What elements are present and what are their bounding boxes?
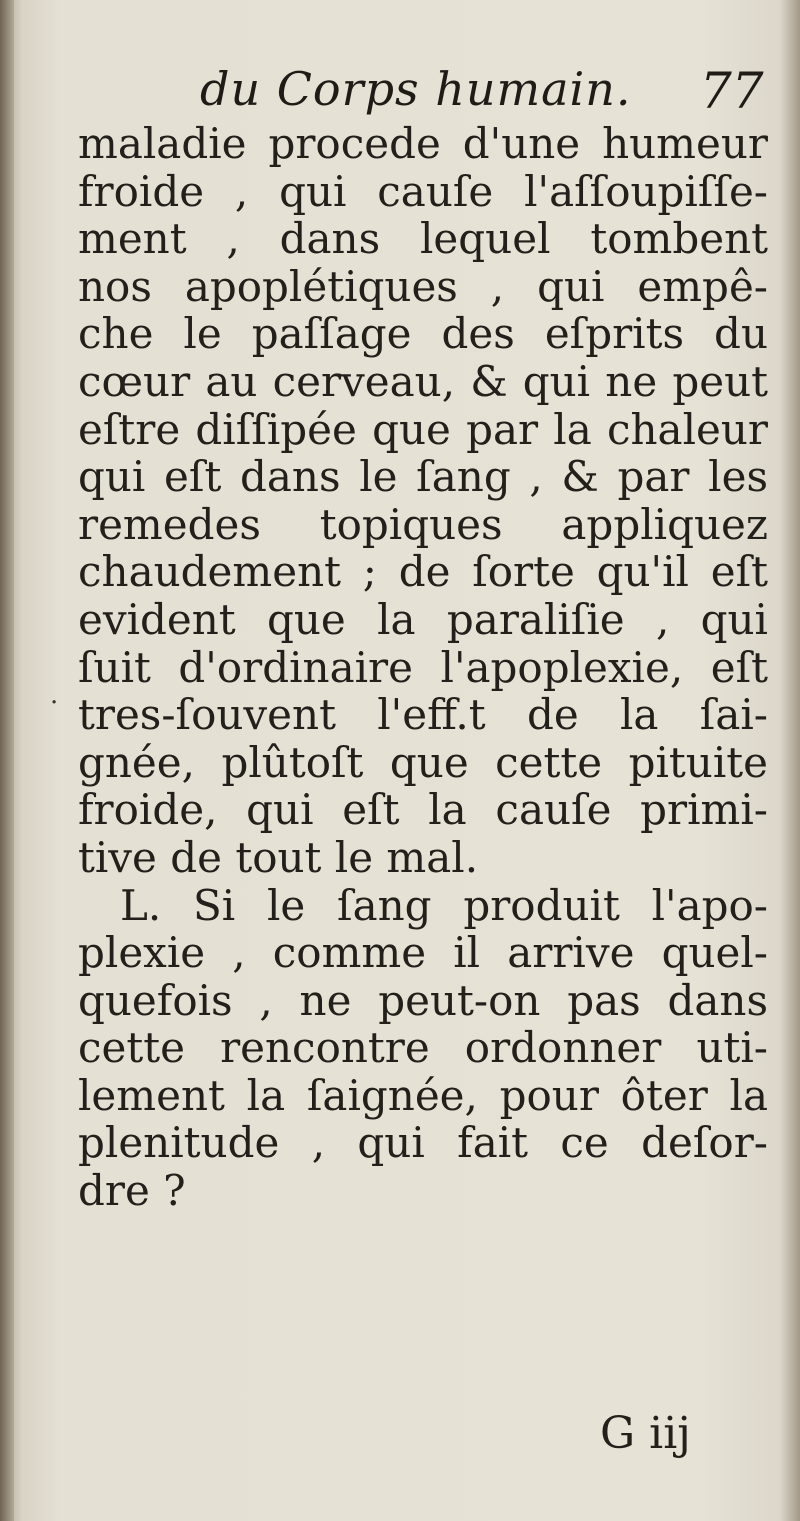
text-line: quefois , ne peut-on pas dans <box>78 975 768 1025</box>
text-line: dre ? <box>78 1166 186 1216</box>
text-line: tres-ſouvent l'eff.t de la ſai- <box>78 690 768 740</box>
text-line: evident que la paraliſie , qui <box>78 594 768 644</box>
text-line: gnée, plûtoſt que cette pituite <box>78 737 768 787</box>
text-line: lement la ſaignée, pour ôter la <box>78 1070 768 1120</box>
signature-mark: G iij <box>600 1408 691 1459</box>
text-line: remedes topiques appliquez <box>78 499 768 549</box>
text-line: ment , dans lequel tombent <box>78 214 768 264</box>
text-line: che le paſſage des eſprits du <box>78 309 768 359</box>
text-line: nos apoplétiques , qui empê- <box>78 261 768 311</box>
text-line: tive de tout le mal. <box>78 832 479 882</box>
text-line: maladie procede d'une humeur <box>78 119 768 168</box>
body-text <box>78 120 768 1215</box>
text-line: froide, qui eſt la cauſe primi- <box>78 785 768 835</box>
text-line: qui eſt dans le ſang , & par les <box>78 452 768 502</box>
running-title: du Corps humain. <box>200 62 632 116</box>
text-line: cette rencontre ordonner uti- <box>78 1023 768 1073</box>
text-line: L. Si le ſang produit l'apo- <box>120 880 768 930</box>
margin-mark: · <box>50 688 59 718</box>
running-head <box>200 62 764 122</box>
text-line: plexie , comme il arrive quel- <box>78 928 768 978</box>
text-line: ſuit d'ordinaire l'apoplexie, eſt <box>78 642 768 692</box>
text-line: plenitude , qui fait ce deſor- <box>78 1118 768 1168</box>
text-line: chaudement ; de ſorte qu'il eſt <box>78 547 768 597</box>
page-number: 77 <box>700 62 764 120</box>
page-gutter-edge <box>0 0 14 1521</box>
text-line: froide , qui cauſe l'aſſoupiſſe- <box>78 166 768 216</box>
text-line: cœur au cerveau, & qui ne peut <box>78 356 768 406</box>
text-line: eſtre diſſipée que par la chaleur <box>78 404 768 454</box>
